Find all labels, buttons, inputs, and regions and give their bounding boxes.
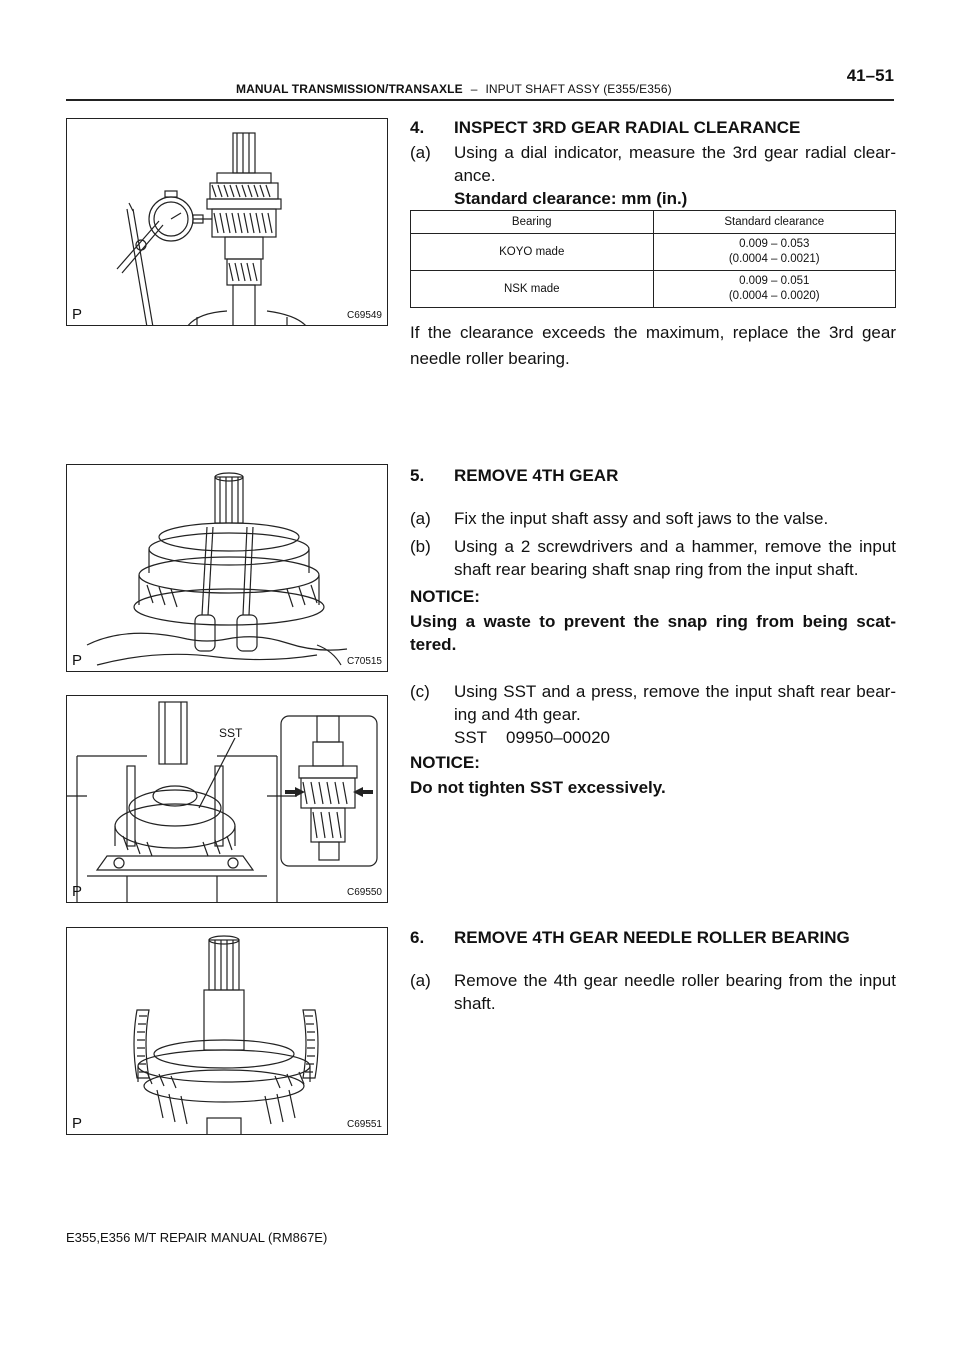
sub-text: Remove the 4th gear needle roller bearing from the input shaft. <box>454 971 896 1013</box>
step-6a <box>410 969 896 1015</box>
illustration-needle-bearing <box>67 928 388 1135</box>
step-title-text: INSPECT 3RD GEAR RADIAL CLEARANCE <box>454 118 801 137</box>
notice-2-title: NOTICE: <box>410 753 480 772</box>
figure-sst-press <box>66 695 388 903</box>
clearance-in: (0.0004 – 0.0021) <box>728 253 820 265</box>
sub-label: (a) <box>410 971 431 990</box>
sub-label: (a) <box>410 509 431 528</box>
sst-label-text: SST <box>454 728 488 747</box>
sst-value: 09950–00020 <box>506 728 611 747</box>
header-rule <box>66 99 894 101</box>
step-6-title <box>410 926 896 949</box>
page-number: 41–51 <box>846 66 894 85</box>
clearance-table <box>410 210 896 308</box>
sub-label: (a) <box>410 143 431 162</box>
sub-text: Fix the input shaft assy and soft jaws to the valse. <box>454 509 829 528</box>
figure-needle-bearing <box>66 927 388 1135</box>
notice-2-text: Do not tighten SST excessively. <box>410 778 666 797</box>
step-4-title <box>410 116 896 139</box>
figure-p-mark: P <box>72 652 83 669</box>
sub-text: Using a 2 screwdrivers and a hammer, remove the input shaft rear bearing shaft snap ring from the input shaft. <box>454 537 896 579</box>
figure-p-mark: P <box>72 883 83 900</box>
illustration-snap-ring-removal <box>67 465 388 672</box>
table-header: Bearing <box>411 211 654 234</box>
table-cell-clearance <box>653 271 896 308</box>
step-5-block <box>410 464 896 799</box>
step-title-text: REMOVE 4TH GEAR <box>454 466 619 485</box>
header-breadcrumb <box>236 82 672 96</box>
notice-1-title: NOTICE: <box>410 587 480 606</box>
header-separator: – <box>470 82 478 96</box>
figure-p-mark: P <box>72 1115 83 1132</box>
spec-label-text: Standard clearance: mm (in.) <box>454 189 688 208</box>
table-header-row <box>411 211 896 234</box>
step-5b <box>410 535 896 581</box>
illustration-dial-indicator <box>67 119 388 326</box>
sub-text: Using a dial indicator, measure the 3rd gear radial clear-ance. <box>454 143 896 185</box>
clearance-mm: 0.009 – 0.051 <box>739 275 810 287</box>
figure-dial-indicator <box>66 118 388 326</box>
header-section: MANUAL TRANSMISSION/TRANSAXLE <box>236 82 463 96</box>
step-4-block <box>410 116 896 210</box>
table-header: Standard clearance <box>653 211 896 234</box>
figure-snap-ring-removal <box>66 464 388 672</box>
notice-1-text: Using a waste to prevent the snap ring from being scat-tered. <box>410 612 896 654</box>
sub-label: (c) <box>410 682 430 701</box>
table-row <box>411 271 896 308</box>
figure-id: C69550 <box>346 887 382 898</box>
clearance-in: (0.0004 – 0.0020) <box>728 290 820 302</box>
figure-id: C69551 <box>346 1119 382 1130</box>
header-subsection: INPUT SHAFT ASSY (E355/E356) <box>485 82 672 96</box>
figure-p-mark: P <box>72 306 83 323</box>
step-number: 5. <box>410 466 425 485</box>
step-4a <box>410 141 896 187</box>
sub-text: Using SST and a press, remove the input shaft rear bear-ing and 4th gear. <box>454 682 896 724</box>
table-cell-clearance <box>653 234 896 271</box>
step-4-note: If the clearance exceeds the maximum, replace the 3rd gear needle roller bearing. <box>410 323 896 368</box>
sst-spec <box>410 726 896 749</box>
spec-label <box>410 187 896 210</box>
step-5-title <box>410 464 896 487</box>
step-5c <box>410 680 896 726</box>
step-number: 4. <box>410 118 425 137</box>
figure-id: C69549 <box>346 310 382 321</box>
table-cell-bearing: KOYO made <box>411 234 654 271</box>
step-title-text: REMOVE 4TH GEAR NEEDLE ROLLER BEARING <box>454 928 850 947</box>
page-footer: E355,E356 M/T REPAIR MANUAL (RM867E) <box>66 1230 328 1245</box>
sub-label: (b) <box>410 537 431 556</box>
step-number: 6. <box>410 928 425 947</box>
page-header <box>66 66 894 100</box>
table-cell-bearing: NSK made <box>411 271 654 308</box>
figure-id: C70515 <box>346 656 382 667</box>
sst-label: SST <box>219 726 243 740</box>
table-row <box>411 234 896 271</box>
step-6-block <box>410 926 896 1015</box>
step-5a <box>410 507 896 530</box>
clearance-mm: 0.009 – 0.053 <box>739 238 810 250</box>
